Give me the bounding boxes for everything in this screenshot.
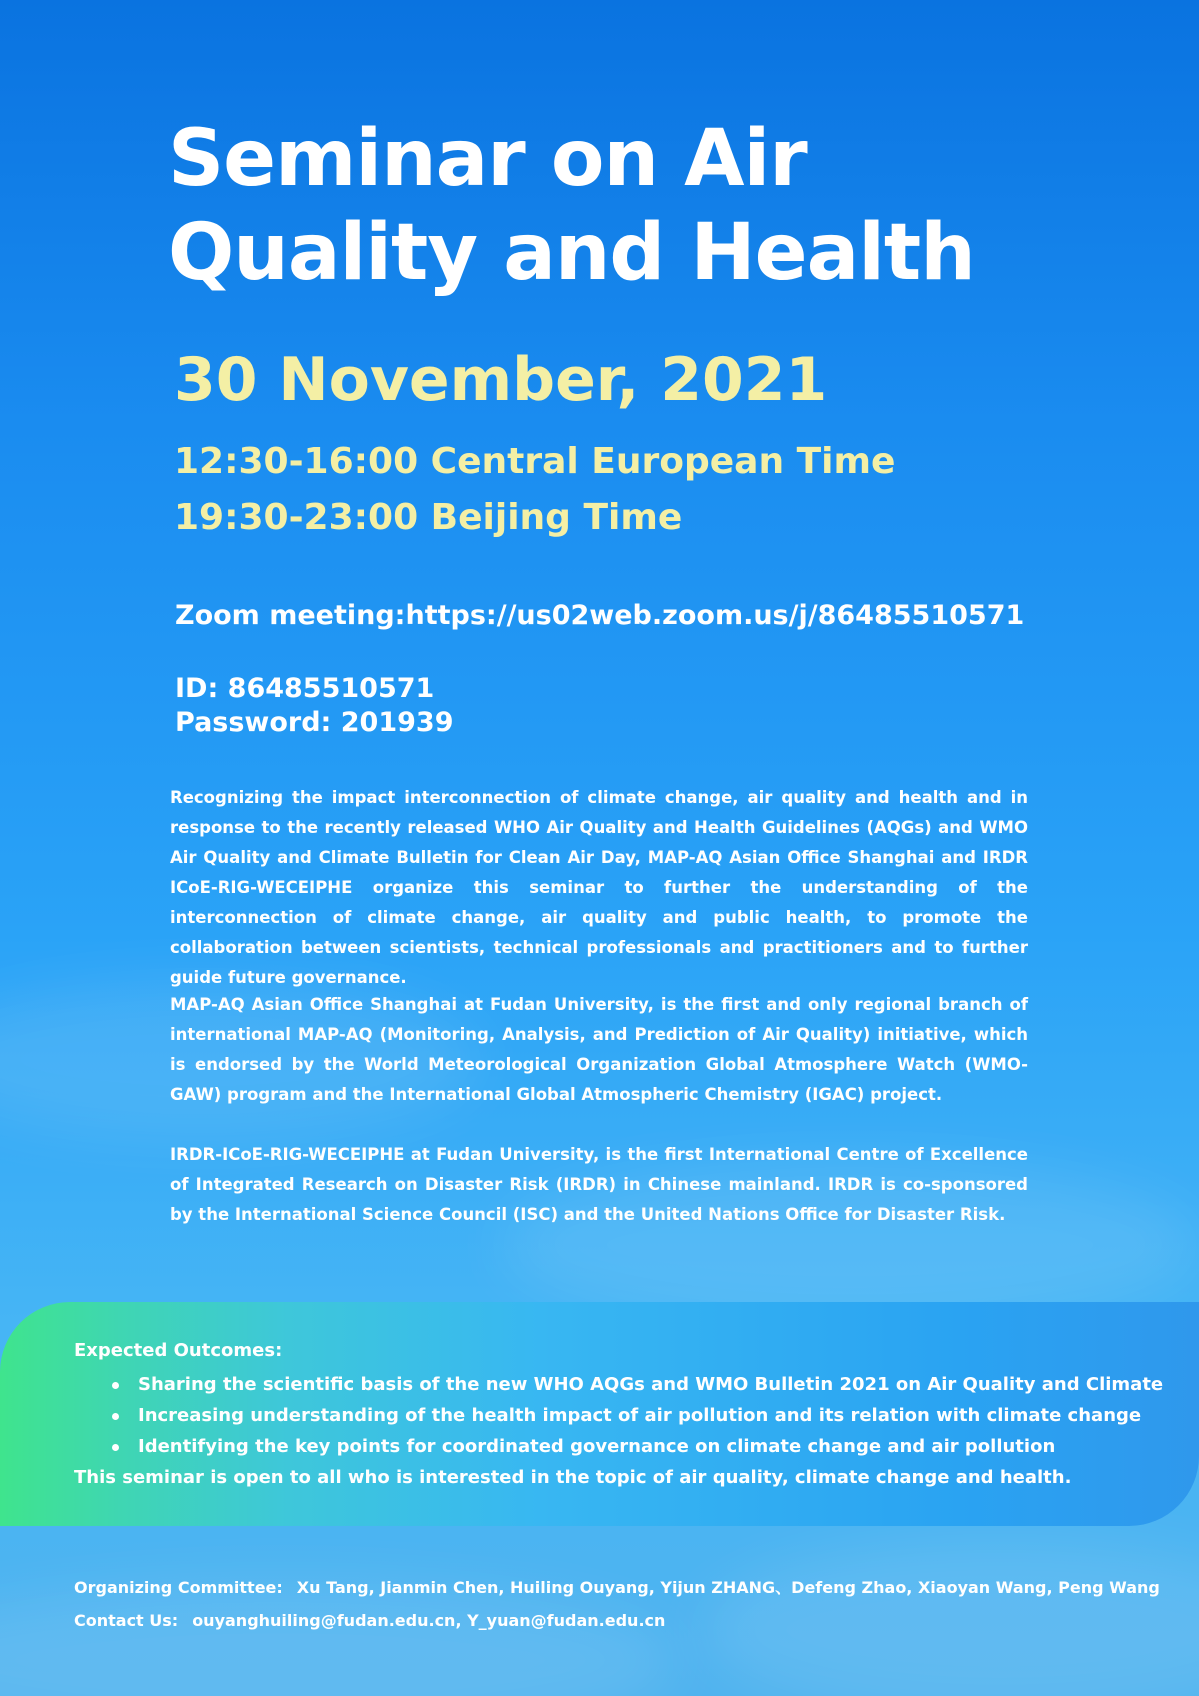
meeting-password: Password: 201939 bbox=[175, 707, 454, 738]
outcome-text: Identifying the key points for coordinated governance on climate change and air pollution bbox=[138, 1436, 1056, 1457]
committee-names: Xu Tang, Jianmin Chen, Huiling Ouyang, Yijun ZHANG、Defeng Zhao, Xiaoyan Wang, Peng Wang bbox=[296, 1578, 1160, 1597]
time-beijing: 19:30-23:00 Beijing Time bbox=[174, 497, 683, 538]
zoom-meeting-link[interactable]: Zoom meeting:https://us02web.zoom.us/j/86485510571 bbox=[175, 600, 1025, 631]
outcome-text: Sharing the scientific basis of the new WHO AQGs and WMO Bulletin 2021 on Air Quality and Climate bbox=[138, 1374, 1164, 1395]
committee-label: Organizing Committee: bbox=[74, 1578, 283, 1597]
cloud-decoration bbox=[700, 1540, 1199, 1696]
organizing-committee bbox=[74, 1575, 1160, 1601]
event-date: 30 November, 2021 bbox=[174, 345, 828, 415]
outcomes-list bbox=[74, 1369, 1163, 1462]
list-item bbox=[74, 1400, 1163, 1431]
irdr-paragraph: IRDR-ICoE-RIG-WECEIPHE at Fudan University, is the first International Centre of Excellence of Integrated Research on Disaster Risk (IRDR) in Chinese mainland. IRDR is co-sponsored by the International Science Council (ISC) and the United Nations Office for Disaster Risk. bbox=[170, 1145, 1028, 1224]
list-item bbox=[74, 1431, 1163, 1462]
intro-paragraph: Recognizing the impact interconnection of climate change, air quality and health and in response to the recently released WHO Air Quality and Health Guidelines (AQGs) and WMO Air Quality and Climate Bulletin for Clean Air Day, MAP-AQ Asian Office Shanghai and IRDR ICoE-RIG-WECEIPHE organize this seminar to further the understanding of the interconnection of climate change, air quality and public health, to promote the collaboration between scientists, technical professionals and practitioners and to further guide future governance. bbox=[170, 788, 1028, 987]
outcomes-title: Expected Outcomes: bbox=[74, 1340, 283, 1361]
outcomes-band bbox=[0, 1302, 1199, 1526]
list-item bbox=[74, 1369, 1163, 1400]
meeting-id: ID: 86485510571 bbox=[175, 673, 435, 704]
outcome-text: Increasing understanding of the health impact of air pollution and its relation with climate change bbox=[138, 1405, 1142, 1426]
map-aq-paragraph: MAP-AQ Asian Office Shanghai at Fudan University, is the first and only regional branch of international MAP-AQ (Monitoring, Analysis, and Prediction of Air Quality) initiative, which is endorsed by the World Meteorological Organization Global Atmosphere Watch (WMO-GAW) program and the International Global Atmospheric Chemistry (IGAC) project. bbox=[170, 995, 1028, 1104]
title-line-2: Quality and Health bbox=[168, 208, 975, 298]
contact-label: Contact Us: bbox=[74, 1611, 179, 1630]
time-cet: 12:30-16:00 Central European Time bbox=[174, 441, 896, 482]
title-line-1: Seminar on Air bbox=[168, 114, 807, 204]
seminar-title bbox=[168, 112, 1068, 300]
contact-us bbox=[74, 1608, 665, 1634]
bullet-icon bbox=[112, 1382, 119, 1389]
contact-emails[interactable]: ouyanghuiling@fudan.edu.cn, Y_yuan@fudan.edu.cn bbox=[192, 1611, 666, 1630]
open-to-all-note: This seminar is open to all who is interested in the topic of air quality, climate change and health. bbox=[74, 1467, 1072, 1488]
bullet-icon bbox=[112, 1444, 119, 1451]
bullet-icon bbox=[112, 1413, 119, 1420]
